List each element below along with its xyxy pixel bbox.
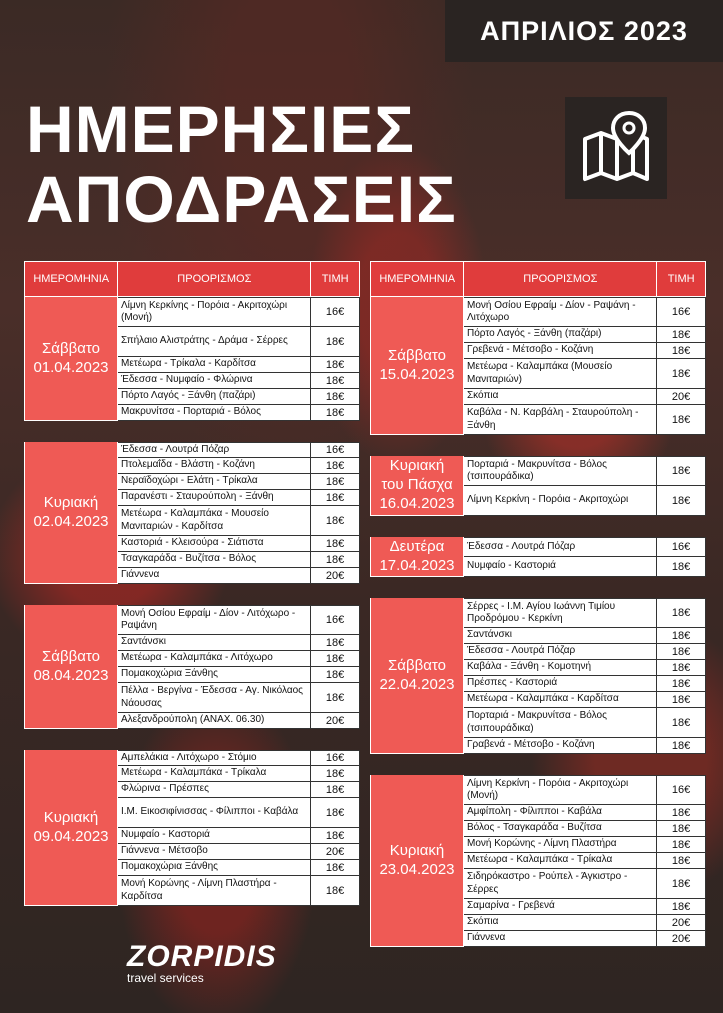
price-cell: 18€	[671, 877, 691, 890]
price-cell: 18€	[671, 629, 691, 642]
table-row	[464, 869, 706, 899]
destination-cell: Καβάλα - Ν. Καρβάλη - Σταυρούπολη - Ξάνθη	[464, 405, 657, 434]
table-row	[464, 343, 706, 359]
destination-cell: Πόρτο Λαγός - Ξάνθη (παζάρι)	[118, 389, 311, 404]
price-cell: 16€	[325, 306, 345, 318]
destination-cell: Μακρυνίτσα - Πορταριά - Βόλος	[118, 405, 311, 420]
destination-cell: Βόλος - Τσαγκαράδα - Βυζίτσα	[464, 821, 657, 836]
header-date: ΗΜΕΡΟΜΗΝΙΑ	[25, 262, 118, 296]
price-cell: 18€	[671, 677, 691, 690]
destination-cell: Σαντάνσκι	[464, 628, 657, 643]
price-cell: 18€	[671, 739, 691, 752]
destination-cell: Σιδηρόκαστρο - Ρούπελ - Άγκιστρο - Σέρρες	[464, 869, 657, 898]
price-cell: 18€	[325, 390, 345, 403]
date-group	[370, 775, 706, 947]
price-cell: 20€	[671, 916, 691, 929]
price-cell: 18€	[325, 553, 345, 566]
table-row	[118, 766, 360, 782]
destination-cell: Σπήλαιο Αλιστράτης - Δράμα - Σέρρες	[118, 327, 311, 356]
schedule-table-right	[370, 261, 706, 947]
price-cell: 18€	[325, 829, 345, 842]
logo-subtitle: travel services	[127, 971, 204, 985]
destination-cell: Σέρρες - Ι.Μ. Αγίου Ιωάννη Τιμίου Προδρόμου - Κερκίνη	[464, 599, 657, 627]
destination-cell: Μετέωρα - Καλαμπάκα (Μουσείο Μανιταριών)	[464, 359, 657, 388]
table-row	[118, 713, 360, 729]
destination-cell: Μετέωρα - Καλαμπάκα - Τρίκαλα	[118, 766, 311, 781]
date-group	[24, 605, 360, 729]
table-row	[464, 456, 706, 486]
price-cell: 18€	[325, 537, 345, 550]
price-cell: 18€	[671, 413, 691, 426]
page-title-line2: ΑΠΟΔΡΑΣΕΙΣ	[26, 162, 457, 236]
date-cell: Σάββατο 01.04.2023	[24, 297, 118, 421]
price-cell: 20€	[325, 845, 345, 858]
table-row	[464, 486, 706, 516]
destination-cell: Ι.Μ. Εικοσιφίνισσας - Φίλιπποι - Καβάλα	[118, 798, 311, 827]
table-row	[464, 628, 706, 644]
destination-cell: Πορταριά - Μακρυνίτσα - Βόλος (τσιπουράδικα)	[464, 708, 657, 737]
table-row	[464, 660, 706, 676]
price-cell: 18€	[325, 514, 345, 527]
destination-cell: Γρεβενά - Μέτσοβο - Κοζάνη	[464, 343, 657, 358]
price-cell: 18€	[325, 691, 345, 704]
destination-cell: Πομακοχώρια Ξάνθης	[118, 667, 311, 682]
table-row	[464, 537, 706, 557]
destination-cell: Έδεσσα - Λουτρά Πόζαρ	[118, 443, 311, 457]
table-row	[464, 359, 706, 389]
price-cell: 18€	[671, 900, 691, 913]
table-row	[118, 297, 360, 327]
price-cell: 18€	[671, 854, 691, 867]
destination-cell: Έδεσσα - Λουτρά Πόζαρ	[464, 644, 657, 659]
price-cell: 18€	[325, 806, 345, 819]
price-cell: 18€	[671, 328, 691, 341]
table-row	[118, 605, 360, 635]
table-row	[464, 853, 706, 869]
price-cell: 20€	[671, 932, 691, 945]
table-row	[118, 860, 360, 876]
price-cell: 18€	[325, 491, 345, 504]
destination-cell: Αλεξανδρούπολη (ΑΝΑΧ. 06.30)	[118, 713, 311, 728]
trip-rows	[464, 775, 706, 947]
price-cell: 16€	[325, 752, 345, 764]
price-cell: 18€	[325, 767, 345, 780]
price-cell: 16€	[671, 541, 691, 553]
table-row	[464, 389, 706, 405]
table-row	[118, 536, 360, 552]
destination-cell: Μονή Κορώνης - Λίμνη Πλαστήρα	[464, 837, 657, 852]
destination-cell: Φλώρινα - Πρέσπες	[118, 782, 311, 797]
table-row	[118, 458, 360, 474]
trip-rows	[118, 297, 360, 421]
table-row	[464, 915, 706, 931]
header-destination: ΠΡΟΟΡΙΣΜΟΣ	[118, 262, 311, 296]
table-row	[464, 931, 706, 947]
price-cell: 18€	[325, 884, 345, 897]
destination-cell: Μετέωρα - Καλαμπάκα - Καρδίτσα	[464, 692, 657, 707]
table-row	[464, 775, 706, 805]
price-cell: 20€	[671, 390, 691, 403]
table-row	[118, 876, 360, 906]
date-group	[370, 537, 706, 577]
destination-cell: Σαντάνσκι	[118, 635, 311, 650]
price-cell: 18€	[325, 374, 345, 387]
date-group	[370, 598, 706, 754]
price-cell: 18€	[671, 607, 691, 619]
date-group	[370, 456, 706, 516]
table-row	[118, 490, 360, 506]
price-cell: 18€	[671, 822, 691, 835]
table-row	[118, 844, 360, 860]
destination-cell: Αμπελάκια - Λιτόχωρο - Στόμιο	[118, 751, 311, 765]
destination-cell: Πρέσπες - Καστοριά	[464, 676, 657, 691]
price-cell: 18€	[325, 358, 345, 371]
date-group	[24, 297, 360, 421]
table-header	[370, 261, 706, 297]
table-row	[118, 506, 360, 536]
table-row	[118, 552, 360, 568]
table-row	[118, 442, 360, 458]
company-logo	[127, 942, 277, 984]
price-cell: 16€	[671, 306, 691, 318]
price-cell: 18€	[325, 459, 345, 472]
price-cell: 18€	[325, 406, 345, 419]
price-cell: 16€	[325, 444, 345, 456]
table-row	[464, 738, 706, 754]
price-cell: 18€	[671, 494, 691, 507]
destination-cell: Σκόπια	[464, 915, 657, 930]
price-cell: 18€	[671, 806, 691, 819]
price-cell: 18€	[671, 645, 691, 658]
destination-cell: Έδεσσα - Λουτρά Πόζαρ	[464, 538, 657, 556]
destination-cell: Λίμνη Κερκίνη - Πορόια - Ακριτοχώρι (Μονή)	[464, 776, 657, 804]
destination-cell: Καστοριά - Κλεισούρα - Σιάτιστα	[118, 536, 311, 551]
price-cell: 18€	[671, 661, 691, 674]
destination-cell: Γιάννενα	[118, 568, 311, 583]
date-cell: Κυριακή 23.04.2023	[370, 775, 464, 947]
date-cell: Σάββατο 15.04.2023	[370, 297, 464, 435]
date-cell: Κυριακή του Πάσχα 16.04.2023	[370, 456, 464, 516]
trip-rows	[464, 297, 706, 435]
destination-cell: Τσαγκαράδα - Βυζίτσα - Βόλος	[118, 552, 311, 567]
trip-rows	[464, 598, 706, 754]
table-row	[464, 644, 706, 660]
trip-rows	[118, 605, 360, 729]
date-cell: Κυριακή 09.04.2023	[24, 750, 118, 906]
destination-cell: Νεραϊδοχώρι - Ελάτη - Τρίκαλα	[118, 474, 311, 489]
header-destination: ΠΡΟΟΡΙΣΜΟΣ	[464, 262, 657, 296]
table-row	[118, 327, 360, 357]
destination-cell: Νυμφαίο - Καστοριά	[464, 557, 657, 576]
destination-cell: Πορταριά - Μακρυνίτσα - Βόλος (τσιπουράδικα)	[464, 457, 657, 485]
logo-name: ZORPIDIS	[127, 940, 277, 973]
table-row	[118, 828, 360, 844]
table-row	[464, 557, 706, 577]
price-cell: 18€	[671, 367, 691, 380]
table-row	[118, 683, 360, 713]
date-cell: Κυριακή 02.04.2023	[24, 442, 118, 584]
date-cell: Δευτέρα 17.04.2023	[370, 537, 464, 577]
table-row	[464, 598, 706, 628]
destination-cell: Μετέωρα - Καλαμπάκα - Λιτόχωρο	[118, 651, 311, 666]
table-row	[118, 568, 360, 584]
destination-cell: Παρανέστι - Σταυρούπολη - Ξάνθη	[118, 490, 311, 505]
table-row	[118, 782, 360, 798]
price-cell: 18€	[671, 693, 691, 706]
price-cell: 18€	[325, 335, 345, 348]
destination-cell: Μετέωρα - Καλαμπάκα - Μουσείο Μανιταριών - Καρδίτσα	[118, 506, 311, 535]
price-cell: 18€	[325, 783, 345, 796]
destination-cell: Καβάλα - Ξάνθη - Κομοτηνή	[464, 660, 657, 675]
destination-cell: Πέλλα - Βεργίνα - Έδεσσα - Αγ. Νικόλαος Νάουσας	[118, 683, 311, 712]
table-row	[464, 297, 706, 327]
destination-cell: Σαμαρίνα - Γρεβενά	[464, 899, 657, 914]
price-cell: 18€	[325, 475, 345, 488]
table-row	[118, 373, 360, 389]
destination-cell: Λίμνη Κερκίνης - Πορόια - Ακριτοχώρι (Μονή)	[118, 298, 311, 326]
price-cell: 20€	[325, 569, 345, 582]
destination-cell: Μονή Οσίου Εφραίμ - Δίον - Λιτόχωρο - Ραψάνη	[118, 606, 311, 634]
destination-cell: Πόρτο Λαγός - Ξάνθη (παζάρι)	[464, 327, 657, 342]
destination-cell: Γραβενά - Μέτσοβο - Κοζάνη	[464, 738, 657, 753]
table-row	[464, 837, 706, 853]
header-date: ΗΜΕΡΟΜΗΝΙΑ	[371, 262, 464, 296]
table-row	[118, 798, 360, 828]
date-group	[370, 297, 706, 435]
destination-cell: Νυμφαίο - Καστοριά	[118, 828, 311, 843]
map-pin-icon	[565, 97, 667, 199]
destination-cell: Μονή Οσίου Εφραίμ - Δίον - Ραψάνη - Λιτόχωρο	[464, 298, 657, 326]
date-group	[24, 442, 360, 584]
price-cell: 18€	[671, 838, 691, 851]
trip-rows	[464, 537, 706, 577]
price-cell: 18€	[325, 636, 345, 649]
price-cell: 18€	[325, 861, 345, 874]
destination-cell: Μετέωρα - Καλαμπάκα - Τρίκαλα	[464, 853, 657, 868]
destination-cell: Μετέωρα - Τρίκαλα - Καρδίτσα	[118, 357, 311, 372]
table-row	[118, 474, 360, 490]
table-row	[118, 389, 360, 405]
table-row	[118, 635, 360, 651]
table-row	[464, 676, 706, 692]
date-group	[24, 750, 360, 906]
destination-cell: Έδεσσα - Νυμφαίο - Φλώρινα	[118, 373, 311, 388]
table-row	[118, 750, 360, 766]
table-row	[118, 357, 360, 373]
table-row	[464, 708, 706, 738]
table-row	[118, 405, 360, 421]
price-cell: 18€	[671, 560, 691, 573]
price-cell: 18€	[325, 668, 345, 681]
price-cell: 18€	[671, 344, 691, 357]
table-row	[464, 821, 706, 837]
table-row	[464, 327, 706, 343]
price-cell: 18€	[671, 716, 691, 729]
table-row	[464, 899, 706, 915]
destination-cell: Μονή Κορώνης - Λίμνη Πλαστήρα - Καρδίτσα	[118, 876, 311, 905]
destination-cell: Γιάννενα	[464, 931, 657, 946]
table-row	[464, 692, 706, 708]
date-cell: Σάββατο 08.04.2023	[24, 605, 118, 729]
trip-rows	[118, 442, 360, 584]
destination-cell: Γιάννενα - Μέτσοβο	[118, 844, 311, 859]
trip-rows	[464, 456, 706, 516]
destination-cell: Πομακοχώρια Ξάνθης	[118, 860, 311, 875]
table-row	[464, 405, 706, 435]
destination-cell: Σκόπια	[464, 389, 657, 404]
page-title-line1: ΗΜΕΡΗΣΙΕΣ	[26, 92, 415, 166]
header-price: ΤΙΜΗ	[667, 273, 695, 285]
destination-cell: Λίμνη Κερκίνη - Πορόια - Ακριτοχώρι	[464, 486, 657, 515]
price-cell: 20€	[325, 714, 345, 727]
month-badge: ΑΠΡΙΛΙΟΣ 2023	[445, 0, 723, 62]
date-cell: Σάββατο 22.04.2023	[370, 598, 464, 754]
price-cell: 16€	[671, 784, 691, 796]
table-header	[24, 261, 360, 297]
table-row	[118, 651, 360, 667]
table-row	[464, 805, 706, 821]
table-row	[118, 667, 360, 683]
price-cell: 16€	[325, 614, 345, 626]
destination-cell: Πτολεμαΐδα - Βλάστη - Κοζάνη	[118, 458, 311, 473]
header-price: ΤΙΜΗ	[321, 273, 349, 285]
schedule-table-left	[24, 261, 360, 906]
price-cell: 18€	[671, 465, 691, 477]
destination-cell: Αμφίπολη - Φίλιπποι - Καβάλα	[464, 805, 657, 820]
trip-rows	[118, 750, 360, 906]
price-cell: 18€	[325, 652, 345, 665]
